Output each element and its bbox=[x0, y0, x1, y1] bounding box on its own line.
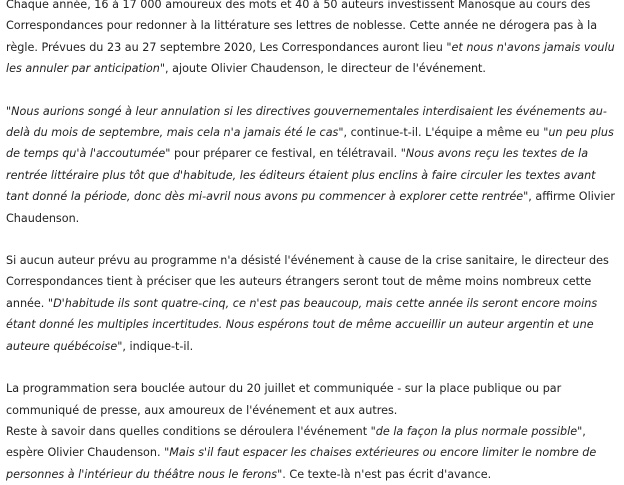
paragraph-5 bbox=[6, 421, 618, 485]
paragraph-2-text-1: , continue-t-il. L'équipe a même eu bbox=[343, 126, 544, 140]
paragraph-2-quote-2: "un peu plus de temps qu'à l'accoutumée" bbox=[6, 126, 614, 161]
paragraph-3-quote-1: "D'habitude ils sont quatre-cinq, ce n'est pas beaucoup, mais cette année ils seront encore moins étant donné les multiples incertitudes. Nous espérons tout de même accueillir un auteur argentin et une auteure québécoise" bbox=[6, 296, 598, 353]
paragraph-4-text-1: La programmation sera bouclée autour du 20 juillet et communiquée - sur la place publique ou par communiqué de presse, aux amoureux de l'événement et aux autres. bbox=[6, 382, 562, 417]
paragraph-5-text-1: Reste à savoir dans quelles conditions se déroulera l'événement bbox=[6, 424, 371, 438]
paragraph-5-quote-2: "Mais s'il faut espacer les chaises extérieures ou encore limiter le nombre de personnes à l'intérieur du théâtre nous le ferons" bbox=[6, 446, 597, 481]
paragraph-1-quote-1: "et nous n'avons jamais voulu les annuler par anticipation" bbox=[6, 40, 615, 76]
paragraph-2-quote-3: "Nous avons reçu les textes de la rentrée littéraire plus tôt que d'habitude, les éditeurs étaient plus enclins à faire circuler les textes avant tant donné la période, donc dès mi-avril nous avons pu commencer à explorer cette rentrée" bbox=[6, 147, 596, 204]
paragraph-2-text-3: , affirme Olivier Chaudenson. bbox=[6, 190, 616, 225]
paragraph-1-text-1: Chaque année, 16 à 17 000 amoureux des mots et 40 à 50 auteurs investissent Manosque au cours des Correspondances pour redonner à la littérature ses lettres de noblesse. Cette année ne dérogera pas à la règle. Prévues du 23 au 27 septembre 2020, Les Correspondances auront lieu bbox=[6, 0, 598, 54]
paragraph-2-text-2: pour préparer ce festival, en télétravail. bbox=[170, 147, 401, 161]
paragraph-3-text-2: , indique-t-il. bbox=[122, 339, 194, 353]
paragraph-4 bbox=[6, 378, 618, 421]
paragraph-3 bbox=[6, 250, 618, 357]
paragraph-2 bbox=[6, 101, 618, 229]
paragraph-3-text-1: Si aucun auteur prévu au programme n'a désisté l'événement à cause de la crise sanitaire, le directeur des Correspondances tient à préciser que les auteurs étrangers seront tout de même moins nombreux cette année. bbox=[6, 254, 609, 310]
paragraph-1-text-2: , ajoute Olivier Chaudenson, le directeur de l'événement. bbox=[165, 62, 486, 76]
paragraph-2-quote-1: "Nous aurions songé à leur annulation si les directives gouvernementales interdisaient les événements au-delà du mois de septembre, mais cela n'a jamais été le cas" bbox=[6, 104, 607, 140]
paragraph-5-text-3: . Ce texte-là n'est pas écrit d'avance. bbox=[282, 467, 492, 481]
paragraph-1 bbox=[6, 0, 618, 80]
paragraph-5-quote-1: "de la façon la plus normale possible" bbox=[370, 424, 583, 438]
paragraph-5-text-2: , espère Olivier Chaudenson. bbox=[6, 424, 586, 460]
